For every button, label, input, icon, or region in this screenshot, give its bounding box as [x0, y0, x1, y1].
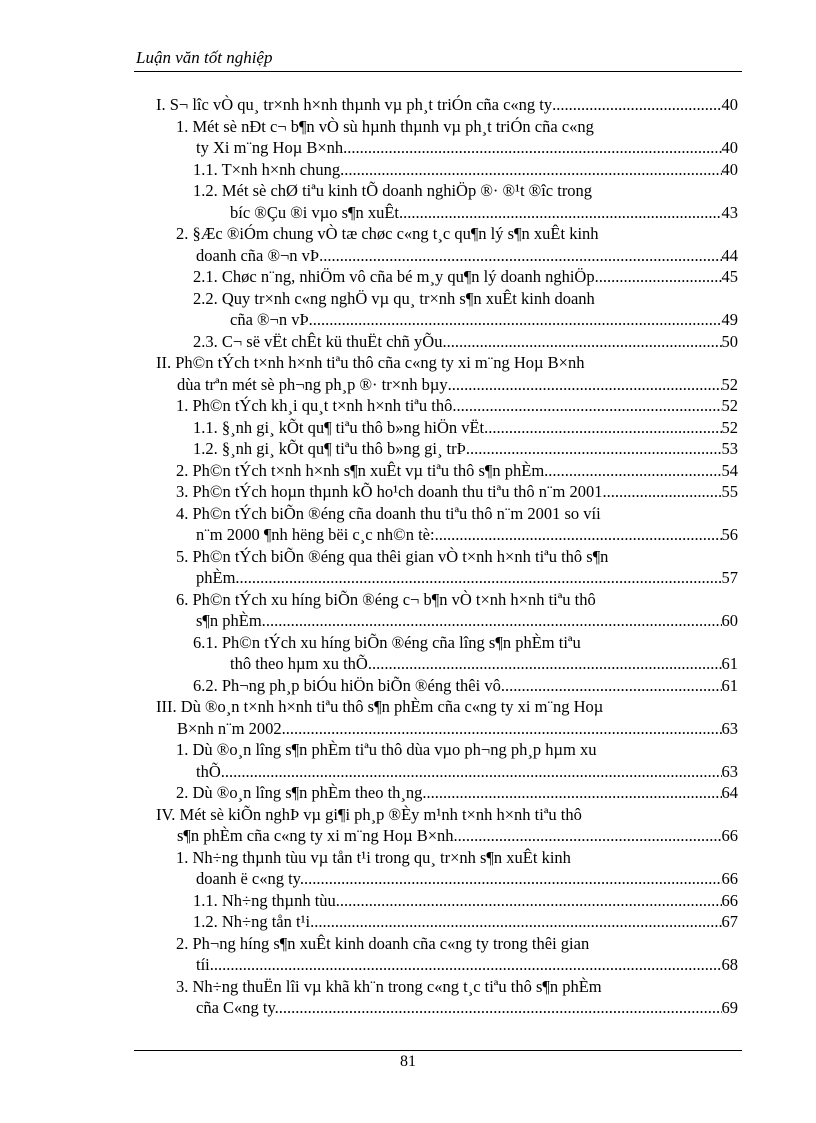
toc-page-number: 61 [721, 654, 738, 673]
toc-page-number: 40 [721, 138, 738, 157]
toc-entry [0, 911, 738, 933]
toc-entry-text: s¶n phÈm cña c«ng ty xi m¨ng Hoµ B×nh. [177, 826, 458, 845]
toc-entry-text: 1.2. §¸nh gi¸ kÕt qu¶ tiªu thô b»ng gi¸ trÞ [193, 439, 466, 458]
toc-line [193, 331, 738, 353]
dot-leader [458, 825, 722, 847]
toc-entry-text: thÕ. [196, 761, 225, 781]
toc-entry-text: 4. Ph©n tÝch biÕn ®éng cña doanh thu tiªu thô n¨m 2001 so víi [176, 503, 601, 523]
toc-page-number: 43 [721, 202, 738, 222]
dot-leader [403, 202, 721, 224]
toc-entry [0, 696, 738, 739]
toc-page-number: 67 [721, 912, 738, 931]
toc-line [176, 782, 738, 804]
toc-page-number: 69 [721, 998, 738, 1017]
toc-entry-text: I. S¬ lîc vÒ qu¸ tr×nh h×nh thµnh vµ ph¸t triÓn cña c«ng ty [156, 95, 553, 114]
toc-entry [0, 94, 738, 116]
toc-line [177, 825, 738, 847]
toc-entry [0, 266, 738, 288]
toc-line [176, 460, 738, 482]
toc-line [176, 116, 738, 138]
toc-entry-text: 3. Nh÷ng thuËn lîi vµ khã kh¨n trong c«ng t¸c tiªu thô s¶n phÈm [176, 976, 602, 996]
toc-line [156, 352, 738, 374]
toc-entry-text: II. Ph©n tÝch t×nh h×nh tiªu thô cña c«ng ty xi m¨ng Hoµ B×nh [156, 353, 585, 372]
toc-entry-text: 2.3. C¬ së vËt chÊt kü thuËt chñ yÕu. [193, 331, 447, 351]
dot-leader [286, 718, 722, 740]
toc-page-number: 60 [721, 611, 738, 630]
dot-leader [214, 954, 722, 976]
toc-entry [0, 632, 738, 675]
toc-line [193, 675, 738, 697]
toc-line [176, 223, 738, 245]
toc-page-number: 54 [721, 460, 738, 480]
toc-line [196, 524, 738, 546]
toc-page-number: 45 [721, 267, 738, 286]
toc-entry-text: cña ®¬n vÞ [230, 310, 309, 329]
header-rule [134, 71, 742, 72]
toc-entry-text: 1.1. §¸nh gi¸ kÕt qu¶ tiªu thô b»ng hiÖn vËt. [193, 417, 489, 437]
toc-entry-text: 1.2. Mét sè chØ tiªu kinh tÕ doanh nghiÖp ®· ®¹t ®îc trong [193, 181, 593, 200]
toc-entry [0, 782, 738, 804]
toc-line [230, 309, 738, 331]
toc-entry-text: 1. Mét sè nÐt c¬ b¶n vÒ sù hµnh thµnh vµ ph¸t triÓn cña c«ng [176, 116, 594, 136]
dot-leader [548, 460, 721, 482]
page-number: 81 [400, 1053, 416, 1070]
dot-leader [505, 675, 722, 697]
toc-entry [0, 438, 738, 460]
toc-page-number: 61 [721, 675, 738, 695]
toc-entry [0, 847, 738, 890]
toc-page-number: 40 [721, 159, 738, 179]
toc-line [176, 739, 738, 761]
toc-entry-text: 1.2. Nh÷ng tån t¹i [193, 912, 311, 931]
toc-entry-text: doanh ë c«ng ty. [196, 869, 304, 888]
toc-line [196, 761, 738, 783]
toc-entry-text: 6.2. Ph¬ng ph¸p biÓu hiÖn biÕn ®éng thêi vô. [193, 675, 505, 695]
toc-line [176, 933, 738, 955]
toc-page-number: 52 [721, 396, 738, 415]
toc-page-number: 55 [721, 482, 738, 501]
toc-entry-text: phÈm. [196, 568, 240, 587]
dot-leader [240, 567, 722, 589]
toc-line [156, 804, 738, 826]
toc-line [176, 503, 738, 525]
toc-page-number: 40 [721, 95, 738, 114]
dot-leader [340, 890, 722, 912]
toc-line [196, 997, 738, 1019]
toc-entry-text: thô theo hµm xu thÕ [230, 654, 368, 673]
footer-rule [134, 1050, 742, 1051]
toc-page-number: 52 [721, 417, 738, 437]
toc-entry [0, 180, 738, 223]
toc-entry [0, 933, 738, 976]
toc-entry-text: s¶n phÈm. [196, 611, 266, 630]
toc-line [176, 395, 738, 417]
toc-line [230, 653, 738, 675]
toc-entry-text: cña C«ng ty. [196, 998, 279, 1017]
toc-page-number: 64 [721, 783, 738, 802]
toc-entry [0, 481, 738, 503]
toc-entry [0, 460, 738, 482]
toc-line [156, 94, 738, 116]
toc-line [176, 589, 738, 611]
toc-line [196, 245, 738, 267]
dot-leader [368, 653, 722, 675]
toc-entry-text: B×nh n¨m 2002. [177, 718, 286, 738]
dot-leader [319, 245, 721, 267]
toc-entry [0, 675, 738, 697]
dot-leader [552, 94, 721, 116]
toc-entry [0, 395, 738, 417]
toc-entry [0, 159, 738, 181]
toc-entry-text: ty Xi m¨ng Hoµ B×nh. [196, 138, 348, 157]
toc-entry [0, 503, 738, 546]
toc-line [196, 868, 738, 890]
toc-entry-text: 2.1. Chøc n¨ng, nhiÖm vô cña bé m¸y qu¶n lý doanh nghiÖp. [193, 267, 599, 286]
toc-line [193, 288, 738, 310]
toc-entry-text: 2. Ph©n tÝch t×nh h×nh s¶n xuÊt vµ tiªu thô s¶n phÈm. [176, 460, 549, 480]
toc-line [176, 976, 738, 998]
dot-leader [266, 610, 722, 632]
toc-entry-text: 3. Ph©n tÝch hoµn thµnh kÕ ho¹ch doanh thu tiªu thô n¨m 2001 [176, 482, 603, 501]
toc-entry-text: 2. §Æc ®iÓm chung vÒ tæ chøc c«ng t¸c qu¶n lý s¶n xuÊt kinh [176, 224, 599, 243]
dot-leader [310, 911, 721, 933]
dot-leader [488, 417, 721, 439]
toc-entry-text: doanh cña ®¬n vÞ [196, 245, 320, 265]
toc-page-number: 66 [721, 890, 738, 910]
dot-leader [340, 159, 721, 181]
toc-line [230, 202, 738, 224]
toc-page-number: 63 [721, 718, 738, 738]
toc-entry-text: 2. Dù ®o¸n lîng s¶n phÈm theo th¸ng. [176, 783, 427, 802]
toc-entry [0, 890, 738, 912]
dot-leader [309, 309, 722, 331]
toc-entry-text: 1.1. Nh÷ng thµnh tùu. [193, 890, 340, 910]
toc-line [193, 266, 738, 288]
toc-entry-text: 5. Ph©n tÝch biÕn ®éng qua thêi gian vÒ t×nh h×nh tiªu thô s¶n [176, 546, 609, 566]
toc-entry-text: tíi. [196, 955, 214, 974]
dot-leader [456, 395, 721, 417]
toc-page-number: 53 [721, 439, 738, 458]
toc-line [193, 890, 738, 912]
toc-line [196, 610, 738, 632]
toc-entry [0, 352, 738, 395]
toc-line [193, 180, 738, 202]
toc-page-number: 57 [721, 568, 738, 587]
toc-entry [0, 288, 738, 331]
toc-entry [0, 976, 738, 1019]
table-of-contents [0, 94, 816, 1019]
toc-line [193, 159, 738, 181]
toc-line [196, 137, 738, 159]
dot-leader [304, 868, 722, 890]
toc-line [196, 567, 738, 589]
toc-line [193, 911, 738, 933]
toc-page-number: 50 [721, 331, 738, 351]
dot-leader [448, 374, 722, 396]
dot-leader [225, 761, 722, 783]
toc-line [177, 374, 738, 396]
toc-entry-text: n¨m 2000 ¶nh hëng bëi c¸c nh©n tè: [196, 525, 435, 544]
toc-entry-text: 2.2. Quy tr×nh c«ng nghÖ vµ qu¸ tr×nh s¶n xuÊt kinh doanh [193, 288, 595, 308]
toc-line [176, 847, 738, 869]
toc-entry [0, 589, 738, 632]
toc-entry-text: 6.1. Ph©n tÝch xu híng biÕn ®éng cña lîng s¶n phÈm tiªu [193, 632, 581, 652]
toc-line [176, 481, 738, 503]
toc-entry [0, 804, 738, 847]
toc-page-number: 66 [721, 826, 738, 845]
toc-entry-text: 6. Ph©n tÝch xu híng biÕn ®éng c¬ b¶n vÒ t×nh h×nh tiªu thô [176, 589, 596, 609]
toc-line [177, 718, 738, 740]
dot-leader [435, 524, 722, 546]
toc-page-number: 52 [721, 374, 738, 394]
toc-entry-text: dùa trªn mét sè ph¬ng ph¸p ®· tr×nh bµy [177, 374, 448, 394]
toc-entry-text: 1.1. T×nh h×nh chung [193, 159, 341, 179]
dot-leader [466, 438, 722, 460]
toc-entry [0, 116, 738, 159]
toc-page-number: 44 [721, 245, 738, 265]
toc-entry [0, 739, 738, 782]
dot-leader [599, 266, 722, 288]
toc-entry [0, 331, 738, 353]
toc-line [193, 417, 738, 439]
toc-line [176, 546, 738, 568]
toc-line [193, 438, 738, 460]
dot-leader [347, 137, 721, 159]
toc-entry-text: IV. Mét sè kiÕn nghÞ vµ gi¶i ph¸p ®Èy m¹nh t×nh h×nh tiªu thô [156, 804, 582, 824]
toc-page-number: 68 [721, 955, 738, 974]
toc-page-number: 66 [721, 869, 738, 888]
toc-entry-text: 1. Nh÷ng thµnh tùu vµ tån t¹i trong qu¸ tr×nh s¶n xuÊt kinh [176, 847, 571, 867]
toc-line [156, 696, 738, 718]
toc-page-number: 56 [721, 525, 738, 544]
toc-entry [0, 546, 738, 589]
toc-page-number: 63 [721, 761, 738, 781]
toc-entry-text: 2. Ph¬ng híng s¶n xuÊt kinh doanh cña c«ng ty trong thêi gian [176, 933, 590, 953]
toc-entry-text: bíc ®Çu ®i vµo s¶n xuÊt. [230, 202, 404, 222]
dot-leader [427, 782, 722, 804]
dot-leader [603, 481, 722, 503]
running-header-title: Luận văn tốt nghiệp [136, 48, 273, 67]
toc-entry [0, 417, 738, 439]
dot-leader [447, 331, 722, 353]
toc-entry [0, 223, 738, 266]
toc-page-number: 49 [721, 310, 738, 329]
toc-line [196, 954, 738, 976]
toc-entry-text: 1. Dù ®o¸n lîng s¶n phÈm tiªu thô dùa vµo ph¬ng ph¸p hµm xu [176, 740, 597, 759]
toc-entry-text: III. Dù ®o¸n t×nh h×nh tiªu thô s¶n phÈm cña c«ng ty xi m¨ng Hoµ [156, 697, 604, 716]
toc-entry-text: 1. Ph©n tÝch kh¸i qu¸t t×nh h×nh tiªu thô. [176, 396, 457, 415]
toc-line [193, 632, 738, 654]
dot-leader [279, 997, 722, 1019]
